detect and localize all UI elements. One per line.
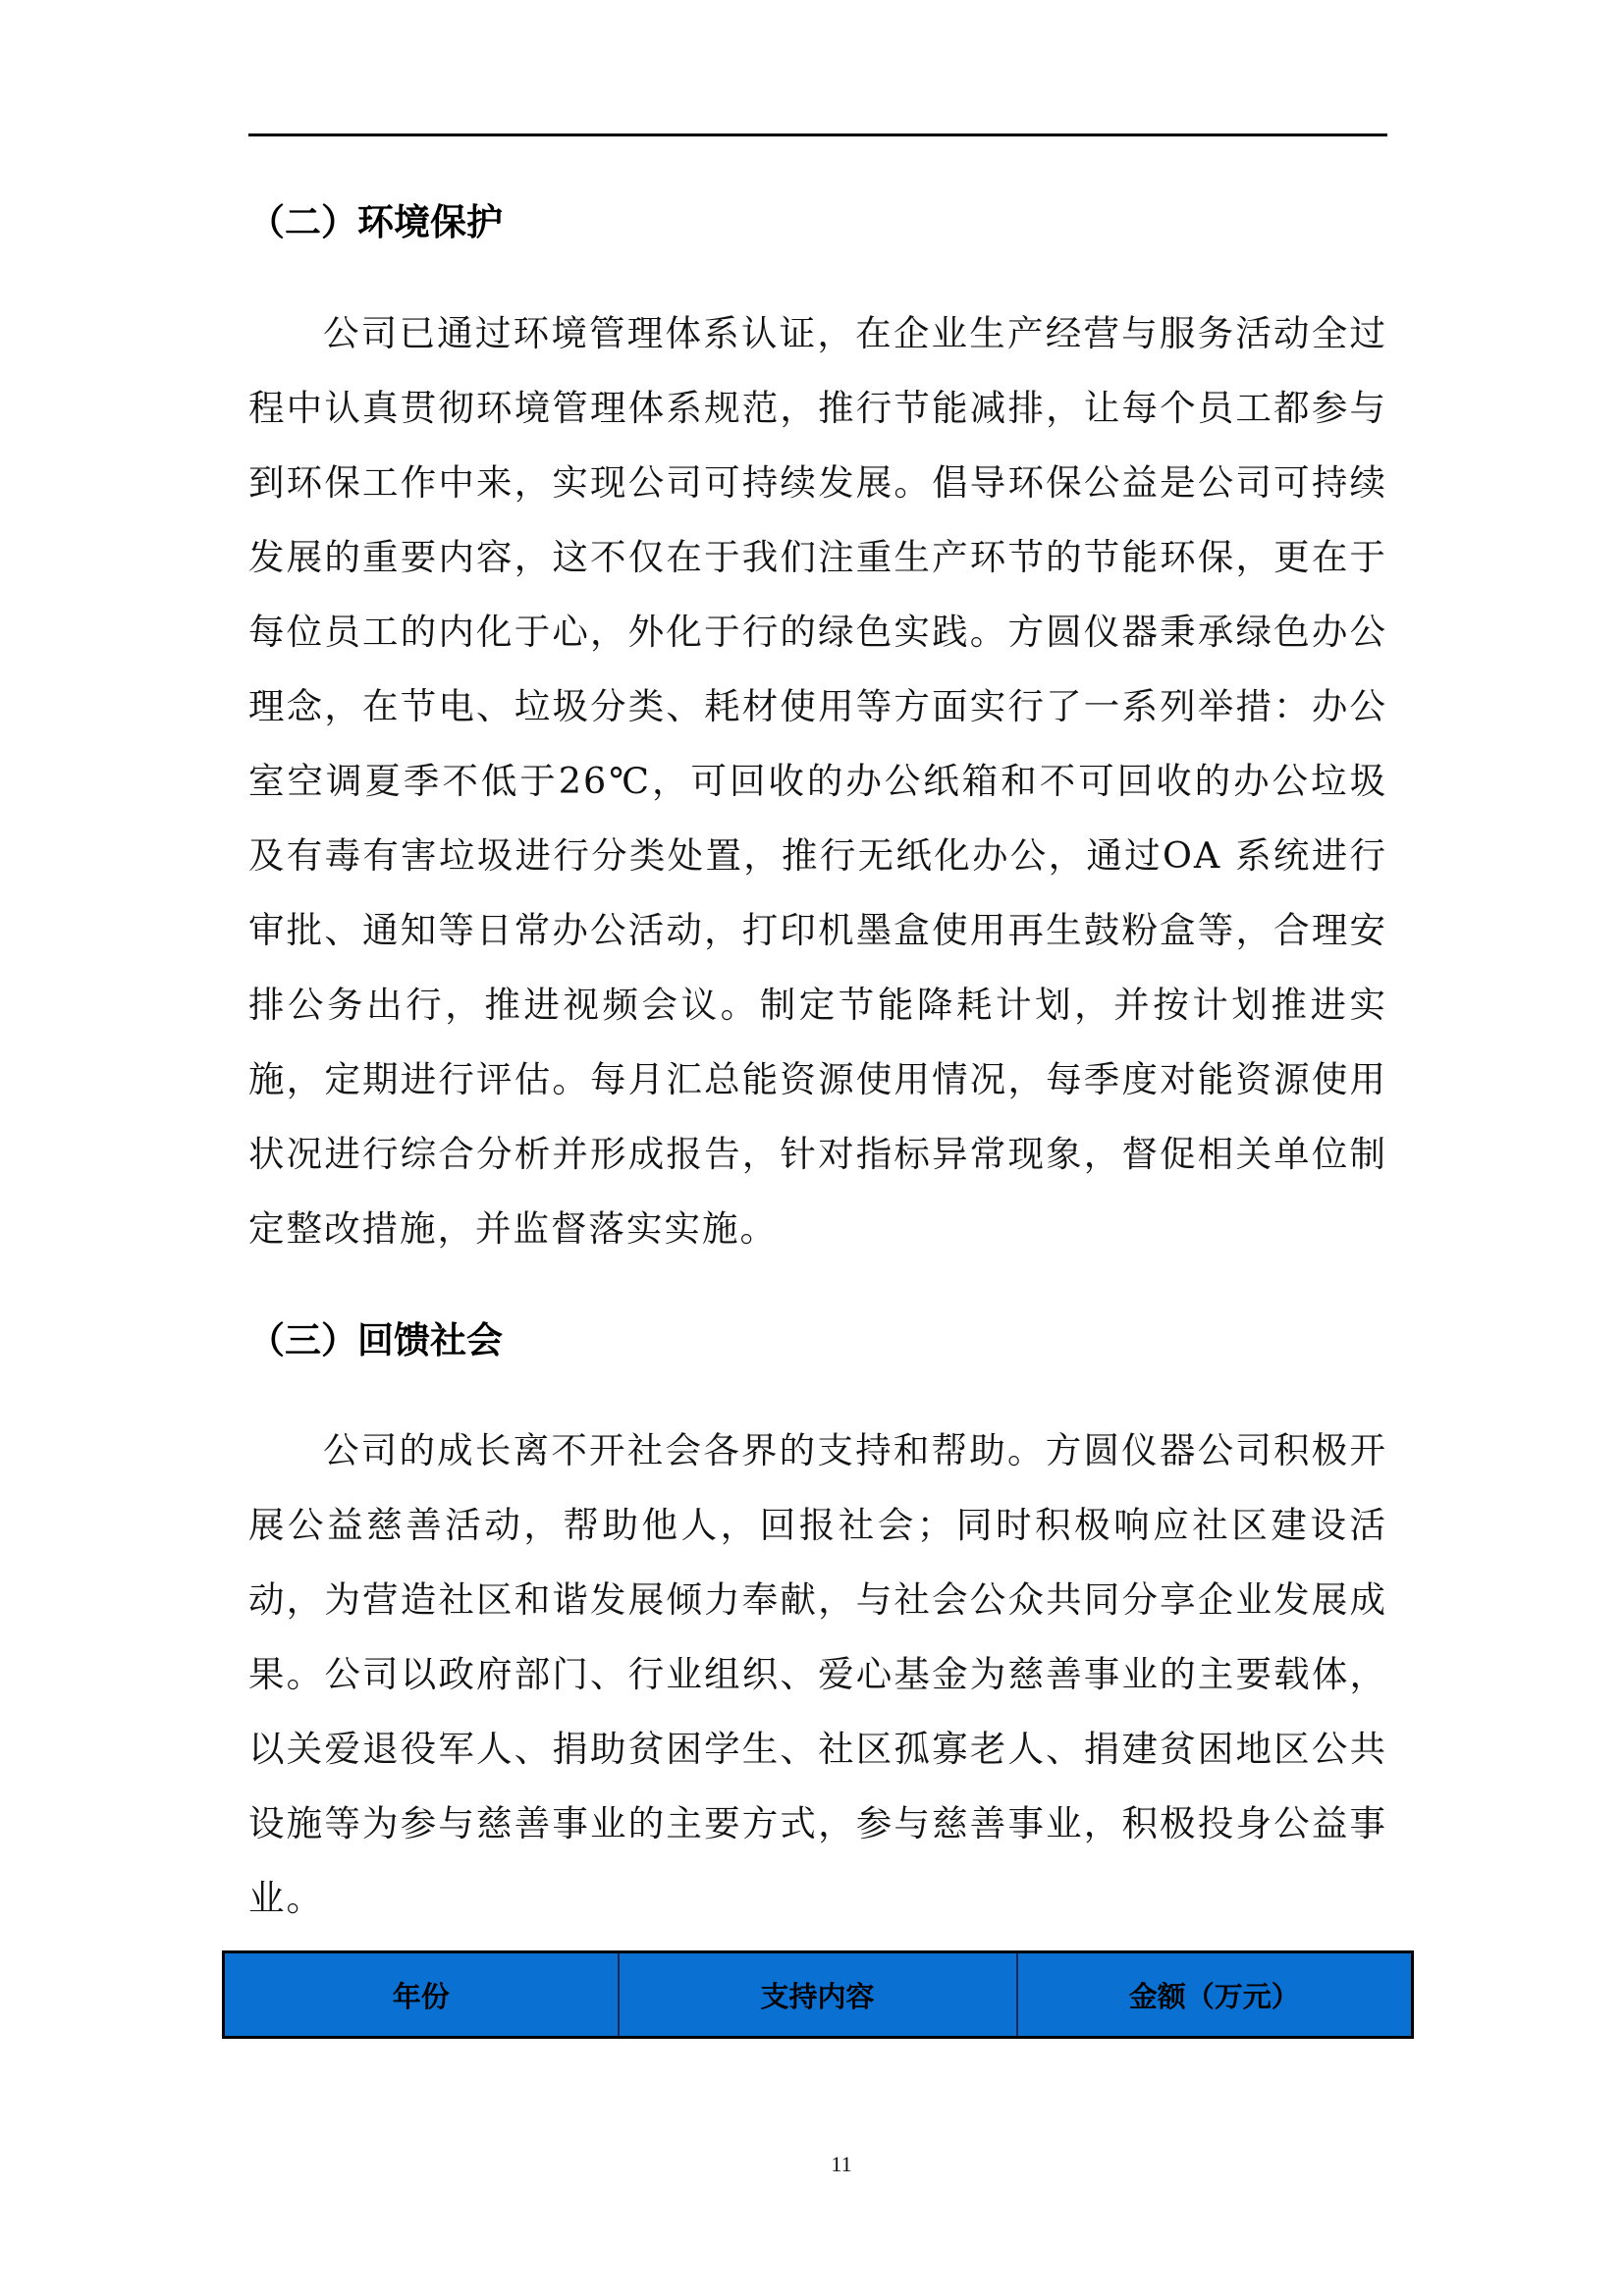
donation-table [222, 1950, 1414, 2039]
paragraph-society: 公司的成长离不开社会各界的支持和帮助。方圆仪器公司积极开展公益慈善活动，帮助他人，回报社会；同时积极响应社区建设活动，为营造社区和谐发展倾力奉献，与社会公众共同分享企业发展成果。公司以政府部门、行业组织、爱心基金为慈善事业的主要载体，以关爱退役军人、捐助贫困学生、社区孤寡老人、捐建贫困地区公共设施等为参与慈善事业的主要方式，参与慈善事业，积极投身公益事业。 [248, 1429, 1387, 1919]
section-heading-environment: （二）环境保护 [248, 201, 503, 243]
page-number: 11 [831, 2152, 852, 2176]
column-header-content: 支持内容 [619, 1952, 1017, 2038]
table-header-row [224, 1952, 1413, 2038]
header-rule [248, 133, 1387, 136]
paragraph-environment: 公司已通过环境管理体系认证，在企业生产经营与服务活动全过程中认真贯彻环境管理体系规范，推行节能减排，让每个员工都参与到环保工作中来，实现公司可持续发展。倡导环保公益是公司可持续发展的重要内容，这不仅在于我们注重生产环节的节能环保，更在于每位员工的内化于心，外化于行的绿色实践。方圆仪器秉承绿色办公理念，在节电、垃圾分类、耗材使用等方面实行了一系列举措：办公室空调夏季不低于26℃，可回收的办公纸箱和不可回收的办公垃圾及有毒有害垃圾进行分类处置，推行无纸化办公，通过OA 系统进行审批、通知等日常办公活动，打印机墨盒使用再生鼓粉盒等，合理安排公务出行，推进视频会议。制定节能降耗计划，并按计划推进实施，定期进行评估。每月汇总能资源使用情况，每季度对能资源使用状况进行综合分析并形成报告，针对指标异常现象，督促相关单位制定整改措施，并监督落实实施。 [248, 312, 1387, 1250]
column-header-amount: 金额（万元） [1017, 1952, 1413, 2038]
column-header-year: 年份 [224, 1952, 619, 2038]
section-heading-society: （三）回馈社会 [248, 1319, 503, 1362]
